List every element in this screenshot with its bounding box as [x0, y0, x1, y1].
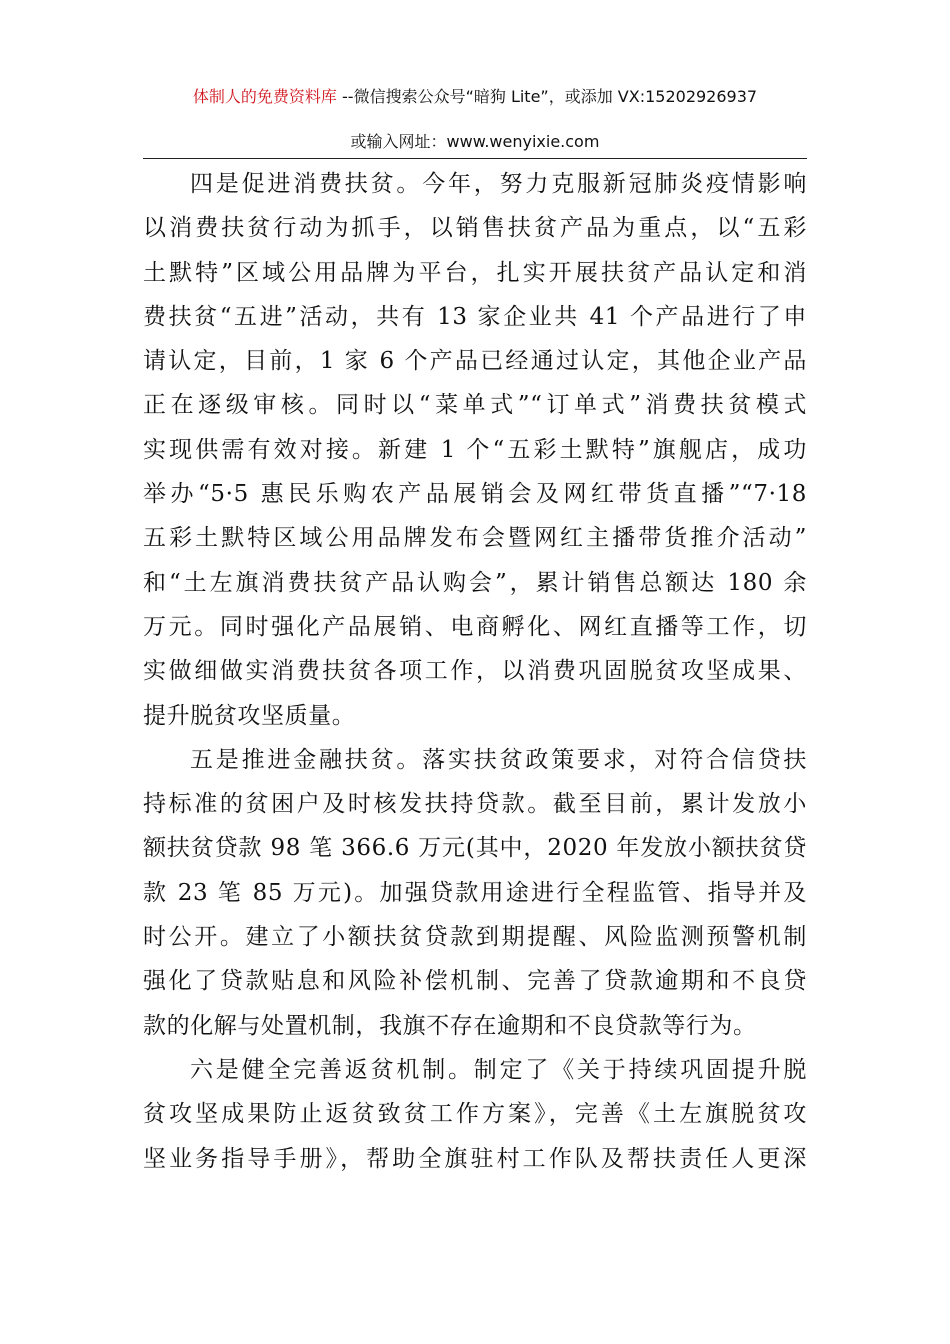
text-line: 五彩土默特区域公用品牌发布会暨网红主播带货推介活动”: [143, 525, 807, 552]
text-line: 四是促进消费扶贫。今年，努力克服新冠肺炎疫情影响: [190, 171, 807, 197]
text-line: 万元。同时强化产品展销、电商孵化、网红直播等工作，切: [143, 613, 807, 640]
watermark-header: [0, 86, 950, 108]
text-line: 强化了贷款贴息和风险补偿机制、完善了贷款逾期和不良贷: [143, 968, 807, 995]
text-line: 实现供需有效对接。新建 1 个“五彩土默特”旗舰店，成功: [143, 436, 807, 463]
text-line: 以消费扶贫行动为抓手，以销售扶贫产品为重点，以“五彩: [143, 215, 807, 242]
text-line: 提升脱贫攻坚质量。: [143, 702, 356, 729]
text-line: 实做细做实消费扶贫各项工作，以消费巩固脱贫攻坚成果、: [143, 658, 807, 685]
text-line: 和“土左旗消费扶贫产品认购会”，累计销售总额达 180 余: [143, 569, 807, 596]
header-divider: [143, 158, 807, 159]
header-brand: 体制人的免费资料库: [192, 87, 337, 106]
text-line: 时公开。建立了小额扶贫贷款到期提醒、风险监测预警机制: [143, 924, 807, 951]
document-body: [143, 162, 807, 1181]
text-line: 款的化解与处置机制，我旗不存在逾期和不良贷款等行为。: [143, 1012, 757, 1039]
text-line: 持标准的贫困户及时核发扶持贷款。截至目前，累计发放小: [143, 791, 807, 818]
text-line: 坚业务指导手册》，帮助全旗驻村工作队及帮扶责任人更深: [143, 1145, 807, 1172]
text-line: 土默特”区域公用品牌为平台，扎实开展扶贫产品认定和消: [143, 259, 807, 286]
header-url-line: 或输入网址：www.wenyixie.com: [350, 132, 600, 151]
text-line: 额扶贫贷款 98 笔 366.6 万元(其中，2020 年发放小额扶贫贷: [143, 835, 807, 862]
text-line: 六是健全完善返贫机制。制定了《关于持续巩固提升脱: [190, 1056, 807, 1083]
text-line: 款 23 笔 85 万元)。加强贷款用途进行全程监管、指导并及: [143, 879, 807, 906]
header-info: --微信搜索公众号“暗狗 Lite”，或添加 VX:15202926937: [336, 87, 758, 106]
text-line: 请认定，目前，1 家 6 个产品已经通过认定，其他企业产品: [143, 348, 807, 375]
text-line: 举办“5·5 惠民乐购农产品展销会及网红带货直播”“7·18: [143, 481, 807, 508]
text-line: 贫攻坚成果防止返贫致贫工作方案》，完善《土左旗脱贫攻: [143, 1101, 807, 1128]
text-line: 正在逐级审核。同时以“菜单式”“订单式”消费扶贫模式: [143, 392, 807, 419]
text-line: 五是推进金融扶贫。落实扶贫政策要求，对符合信贷扶: [190, 746, 807, 773]
text-line: 费扶贫“五进”活动，共有 13 家企业共 41 个产品进行了申: [143, 303, 807, 330]
